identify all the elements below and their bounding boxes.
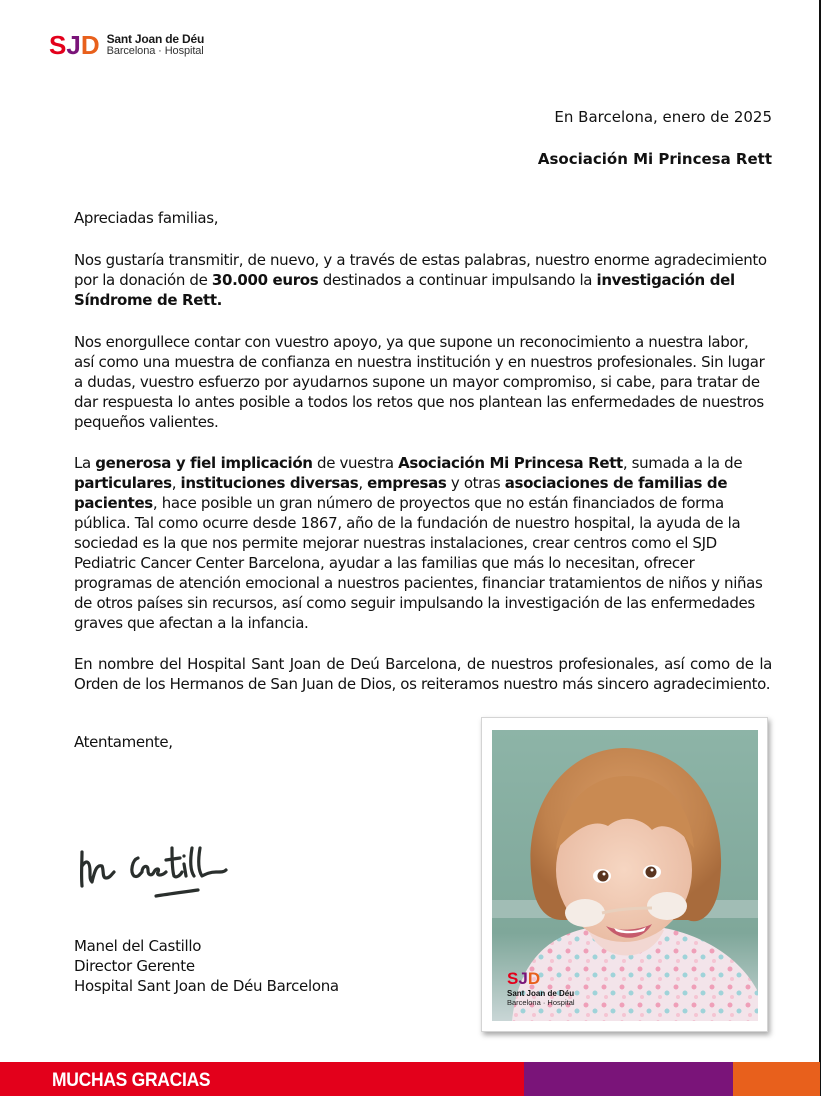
p2-text: Nos enorgullece contar con vuestro apoyo, ya que supone un reconocimiento a nuestra labor, así como una muestra de confianza en nuestra institución y en nuestros profesionales. Sin lugar a dudas, vuestro esfuerzo por ayudarnos supone un mayor compromiso, si cabe, para tratar de dar respuesta lo antes posible a todos los retos que nos plantean las enfermedades de nuestros pequeños valientes. bbox=[74, 333, 765, 431]
p4-text: En nombre del Hospital Sant Joan de Deú Barcelona, de nuestros profesionales, así como de la Orden de los Hermanos de San Juan de Dios, os reiteramos nuestro más sincero agradecimiento. bbox=[74, 655, 772, 693]
footer-purple-segment bbox=[524, 1062, 733, 1096]
footer-bar bbox=[0, 1062, 820, 1096]
p3-text: , sumada a la de bbox=[622, 454, 743, 472]
p3-text: de vuestra bbox=[312, 454, 399, 472]
signer-name: Manel del Castillo bbox=[74, 937, 202, 955]
logo-text bbox=[107, 33, 205, 57]
p3-bold: asociaciones de familias de pacientes bbox=[74, 474, 728, 512]
photo-logo-subtitle: Barcelona · Hospital bbox=[507, 998, 575, 1007]
letter-date: En Barcelona, enero de 2025 bbox=[554, 108, 772, 126]
p3-bold: Asociación Mi Princesa Rett bbox=[398, 454, 623, 472]
p1-text: Nos gustaría transmitir, de nuevo, y a través de estas palabras, nuestro enorme agradecimiento por la donación de bbox=[74, 251, 767, 289]
photo-frame bbox=[481, 717, 768, 1032]
footer-orange-segment bbox=[733, 1062, 820, 1096]
p3-text: , hace posible un gran número de proyectos que no están financiados de forma pública. Tal como ocurre desde 1867, año de la fundación de nuestro hospital, la ayuda de la sociedad es la que nos permite mejorar nuestras instalaciones, crear centros como el SJD Pediatric Cancer Center Barcelona, ayudar a las familias que más lo necesitan, ofrecer programas de atención emocional a nuestros pacientes, financiar tratamientos de niños y niñas de otros países sin recursos, así como seguir impulsando la investigación de las enfermedades graves que afectan a la infancia. bbox=[74, 494, 763, 632]
photo-sjd-logo bbox=[507, 970, 575, 1007]
signer-title: Director Gerente bbox=[74, 957, 195, 975]
signer-organization: Hospital Sant Joan de Déu Barcelona bbox=[74, 977, 339, 995]
p1-text: destinados a continuar impulsando la bbox=[318, 271, 597, 289]
page-edge-line bbox=[819, 0, 821, 1096]
photo-logo-name: Sant Joan de Déu bbox=[507, 989, 575, 998]
handwritten-signature bbox=[76, 838, 246, 912]
signer-block bbox=[74, 936, 339, 996]
photo-logo-letter-j: J bbox=[518, 969, 528, 988]
p3-text: y otras bbox=[446, 474, 505, 492]
sjd-logo bbox=[49, 32, 204, 58]
photo-logo-letter-s: S bbox=[507, 969, 519, 988]
child-photo bbox=[492, 730, 758, 1021]
greeting bbox=[74, 208, 772, 228]
logo-subtitle: Barcelona · Hospital bbox=[106, 45, 204, 57]
paragraph-4 bbox=[74, 654, 772, 694]
logo-name: Sant Joan de Déu bbox=[106, 32, 205, 46]
photo-logo-mark bbox=[507, 970, 575, 987]
research-purpose: investigación del Síndrome de Rett. bbox=[74, 271, 735, 309]
footer-thanks-text: MUCHAS GRACIAS bbox=[52, 1070, 211, 1091]
p3-text: La bbox=[74, 454, 96, 472]
logo-letter-s: S bbox=[49, 30, 67, 60]
closing: Atentamente, bbox=[74, 733, 173, 751]
p3-text: , bbox=[171, 474, 181, 492]
p3-text: , bbox=[358, 474, 368, 492]
paragraph-1 bbox=[74, 250, 772, 310]
p3-bold: particulares bbox=[74, 474, 172, 492]
p3-bold: empresas bbox=[367, 474, 447, 492]
p3-bold: generosa y fiel implicación bbox=[95, 454, 313, 472]
greeting-text: Apreciadas familias, bbox=[74, 209, 219, 227]
logo-letter-d: D bbox=[80, 30, 100, 60]
footer-red-segment bbox=[0, 1062, 524, 1096]
paragraph-3 bbox=[74, 453, 772, 633]
p3-bold: instituciones diversas bbox=[180, 474, 359, 492]
letter-recipient: Asociación Mi Princesa Rett bbox=[537, 150, 772, 168]
donation-amount: 30.000 euros bbox=[211, 271, 319, 289]
photo-logo-letter-d: D bbox=[527, 969, 541, 988]
logo-letter-j: J bbox=[66, 30, 81, 60]
paragraph-2 bbox=[74, 332, 772, 432]
logo-mark bbox=[49, 32, 100, 58]
